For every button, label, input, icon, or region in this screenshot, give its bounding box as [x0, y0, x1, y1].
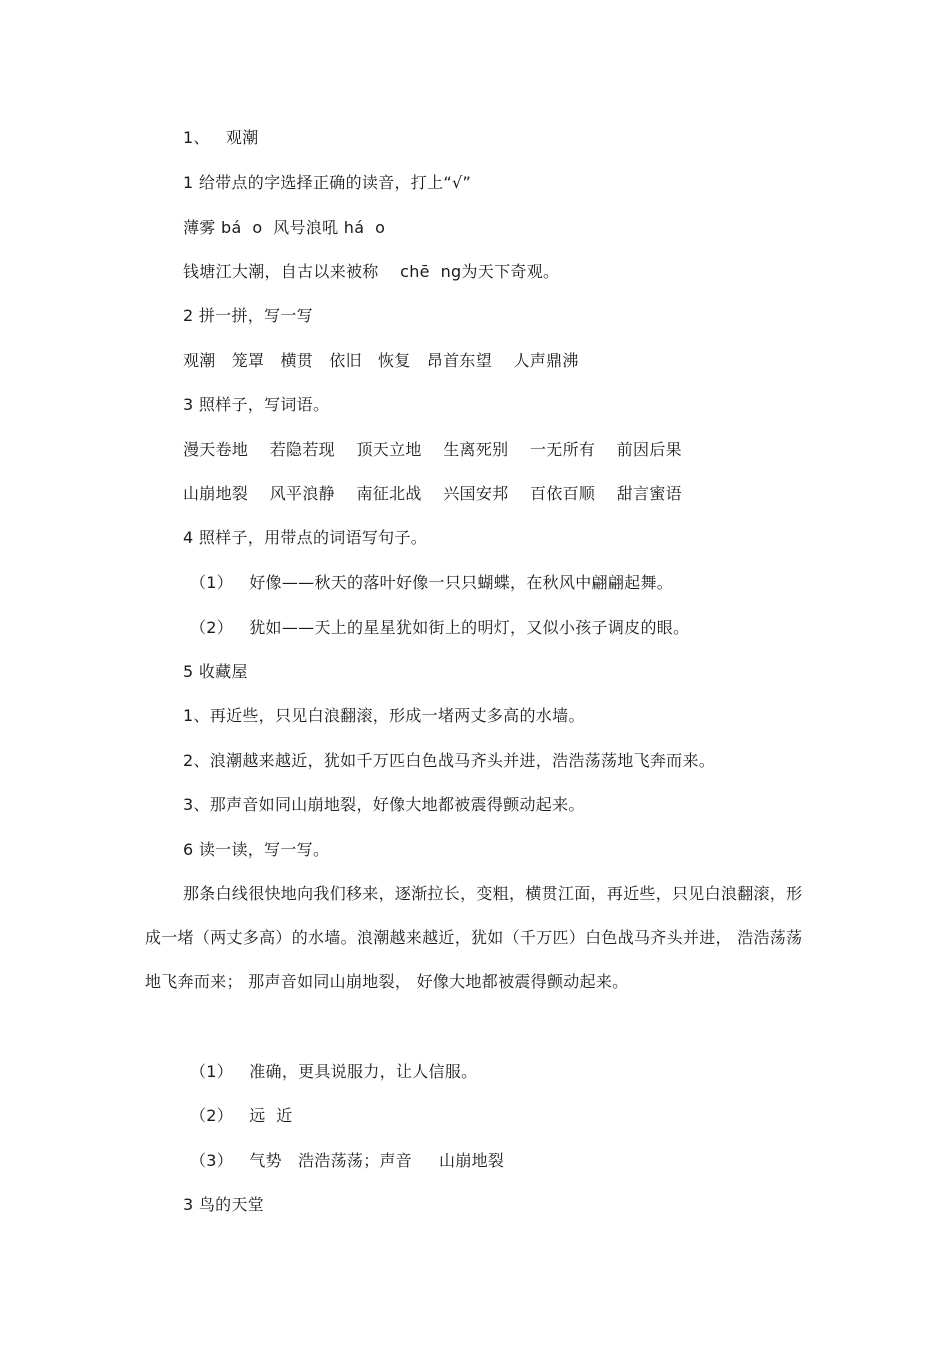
- lesson-title: 1、 观潮: [183, 128, 259, 147]
- question-1-line-1: 薄雾 bá o 风号浪吼 há o: [183, 218, 386, 237]
- question-5-item-2: 2、浪潮越来越近，犹如千万匹白色战马齐头并进，浩浩荡荡地飞奔而来。: [183, 751, 716, 770]
- answer-1: （1） 准确，更具说服力，让人信服。: [190, 1062, 478, 1081]
- reading-paragraph-text: 那条白线很快地向我们移来，逐渐拉长，变粗，横贯江面，再近些，只见白浪翻滚，形成一堵（两丈多高）的水墙。浪潮越来越近，犹如（千万匹）白色战马齐头并进， 浩浩荡荡地飞奔而来； 那声音如同山崩地裂， 好像大地都被震得颤动起来。: [145, 884, 803, 991]
- question-3-heading: 3 照样子，写词语。: [183, 395, 330, 414]
- answer-3: （3） 气势 浩浩荡荡；声音 山崩地裂: [190, 1151, 505, 1170]
- question-4-heading: 4 照样子，用带点的词语写句子。: [183, 528, 428, 547]
- question-6-heading: 6 读一读，写一写。: [183, 840, 330, 859]
- question-1-heading: 1 给带点的字选择正确的读音，打上“√”: [183, 173, 472, 192]
- question-3-words-row-1: 漫天卷地 若隐若现 顶天立地 生离死别 一无所有 前因后果: [183, 440, 682, 459]
- question-2-words: 观潮 笼罩 横贯 依旧 恢复 昂首东望 人声鼎沸: [183, 351, 579, 370]
- question-4-sentence-1: （1） 好像——秋天的落叶好像一只只蝴蝶，在秋风中翩翩起舞。: [190, 573, 674, 592]
- question-4-sentence-2: （2） 犹如——天上的星星犹如街上的明灯，又似小孩子调皮的眼。: [190, 618, 690, 637]
- next-lesson-title: 3 鸟的天堂: [183, 1195, 265, 1214]
- question-5-heading: 5 收藏屋: [183, 662, 248, 681]
- question-3-words-row-2: 山崩地裂 风平浪静 南征北战 兴国安邦 百依百顺 甜言蜜语: [183, 484, 682, 503]
- answer-2: （2） 远 近: [190, 1106, 293, 1125]
- question-1-line-2: 钱塘江大潮，自古以来被称 chē ng为天下奇观。: [183, 262, 560, 281]
- question-5-item-3: 3、那声音如同山崩地裂，好像大地都被震得颤动起来。: [183, 795, 585, 814]
- reading-paragraph: [145, 872, 805, 1004]
- question-2-heading: 2 拼一拼，写一写: [183, 306, 313, 325]
- question-5-item-1: 1、再近些，只见白浪翻滚，形成一堵两丈多高的水墙。: [183, 706, 585, 725]
